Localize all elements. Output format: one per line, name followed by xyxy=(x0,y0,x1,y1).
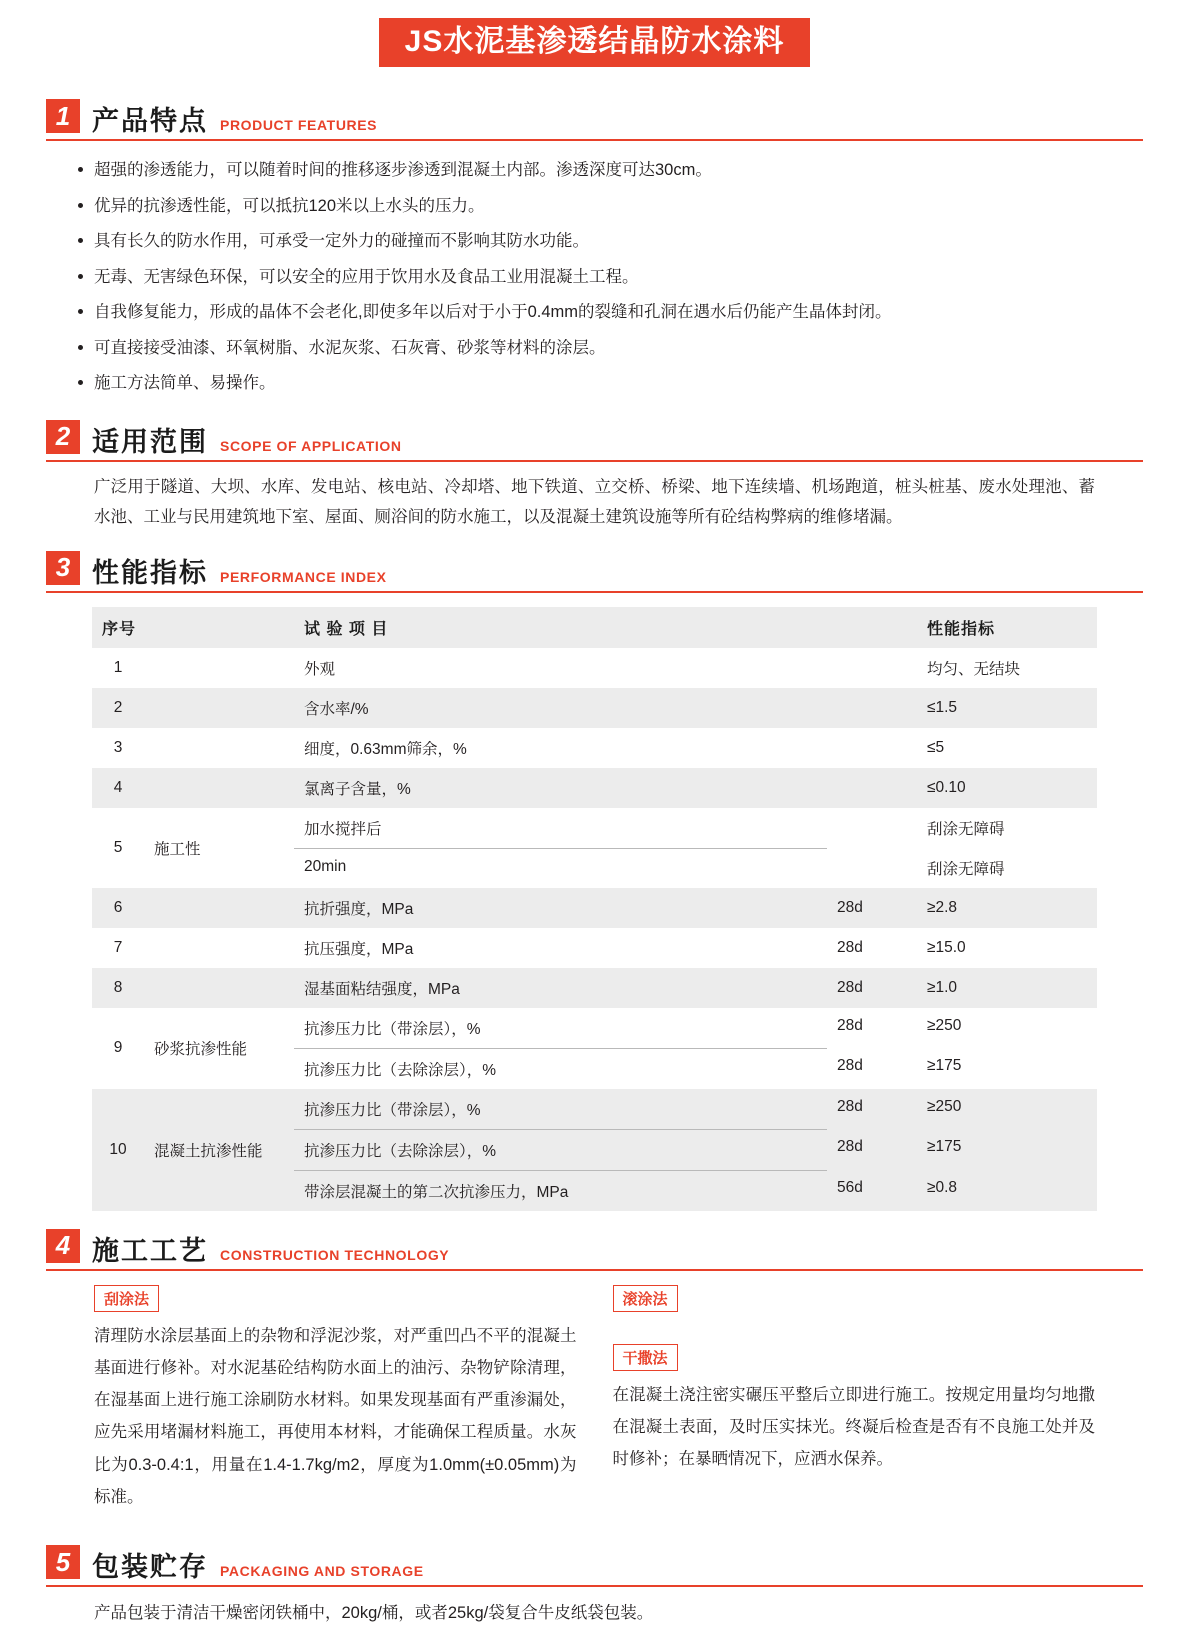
section-title-en: PACKAGING AND STORAGE xyxy=(220,1563,424,1579)
cell-item: 抗压强度，MPa xyxy=(304,940,414,958)
cell-value: ≥1.0 xyxy=(917,968,1097,1008)
cell-group xyxy=(144,688,294,728)
cell-group: 砂浆抗渗性能 xyxy=(154,1041,248,1059)
cell-value: ≤5 xyxy=(927,738,945,756)
table-subrow xyxy=(294,1089,1097,1129)
cell-no: 9 xyxy=(113,1039,123,1057)
section-title-en: CONSTRUCTION TECHNOLOGY xyxy=(220,1246,450,1263)
cell-age: 56d xyxy=(837,1178,863,1196)
cell-item: 外观 xyxy=(304,660,336,678)
cell-item: 抗渗压力比（带涂层），% xyxy=(304,1101,481,1119)
cell-no: 3 xyxy=(113,738,123,756)
section-number: 4 xyxy=(46,1229,80,1263)
scope-paragraph: 广泛用于隧道、大坝、水库、发电站、核电站、冷却塔、地下铁道、立交桥、桥梁、地下连续墙、机场跑道，桩头桩基、废水处理池、蓄水池、工业与民用建筑地下室、屋面、厕浴间的防水施工，以及混凝土建筑设施等所有砼结构弊病的维修堵漏。 xyxy=(94,477,1095,527)
cell-value: ≤0.10 xyxy=(917,768,1097,808)
cell-group xyxy=(144,648,294,688)
cell-value: ≥0.8 xyxy=(927,1178,958,1196)
cell-group: 施工性 xyxy=(154,840,201,858)
cell-value: ≥175 xyxy=(927,1056,962,1074)
section-title-cn: 施工工艺 xyxy=(92,1235,208,1266)
construction-right-column xyxy=(613,1285,1096,1527)
cell-item: 抗渗压力比（去除涂层），% xyxy=(294,1048,827,1089)
section-title-cn: 适用范围 xyxy=(92,426,208,457)
table-row xyxy=(92,768,1097,808)
section-header-construction xyxy=(46,1229,1143,1271)
cell-group xyxy=(144,728,294,768)
cell-value: 刮涂无障碍 xyxy=(927,860,1005,878)
section-number: 2 xyxy=(46,420,80,454)
list-item: 无毒、无害绿色环保，可以安全的应用于饮用水及食品工业用混凝土工程。 xyxy=(94,260,1143,296)
cell-age: 28d xyxy=(827,968,917,1008)
cell-age xyxy=(827,808,917,848)
cell-no: 6 xyxy=(92,888,144,928)
table-subrow xyxy=(294,1129,1097,1170)
cell-no: 10 xyxy=(92,1089,144,1211)
cell-age: 28d xyxy=(837,1016,863,1034)
packaging-paragraph: 产品包装于清洁干燥密闭铁桶中，20kg/桶，或者25kg/袋复合牛皮纸袋包装。 xyxy=(94,1604,654,1622)
section-title-en: PRODUCT FEATURES xyxy=(220,117,378,133)
cell-multi xyxy=(294,808,1097,888)
cell-no: 7 xyxy=(113,938,123,956)
cell-value: ≥2.8 xyxy=(917,888,1097,928)
section-number: 1 xyxy=(46,99,80,133)
method-tag-roller: 滚涂法 xyxy=(613,1285,678,1312)
table-subrow xyxy=(294,848,1097,888)
table-row xyxy=(92,888,1097,928)
table-subrow xyxy=(294,1170,1097,1211)
section-title-cn: 包装贮存 xyxy=(92,1552,208,1582)
list-item: 优异的抗渗透性能，可以抵抗120米以上水头的压力。 xyxy=(94,189,1143,225)
table-row xyxy=(92,1089,1097,1211)
page-title: JS水泥基渗透结晶防水涂料 xyxy=(379,18,811,67)
section-header-performance xyxy=(46,551,1143,593)
cell-group xyxy=(144,968,294,1008)
title-banner xyxy=(46,0,1143,81)
cell-no: 4 xyxy=(92,768,144,808)
cell-item: 细度，0.63mm筛余，% xyxy=(304,740,467,758)
table-row xyxy=(92,808,1097,888)
cell-multi xyxy=(294,1008,1097,1089)
table-row xyxy=(92,648,1097,688)
list-item: 施工方法简单、易操作。 xyxy=(94,366,1143,402)
construction-columns xyxy=(46,1271,1143,1527)
table-row xyxy=(92,1008,1097,1089)
section-title-en: PERFORMANCE INDEX xyxy=(220,568,387,585)
cell-item: 抗折强度，MPa xyxy=(294,888,827,928)
cell-value: ≥175 xyxy=(927,1137,962,1155)
cell-age: 28d xyxy=(837,1137,863,1155)
cell-age: 28d xyxy=(827,888,917,928)
performance-table xyxy=(92,607,1097,1211)
performance-table-wrap xyxy=(46,593,1143,1211)
table-subrow xyxy=(294,808,1097,848)
section-header-packaging xyxy=(46,1545,1143,1587)
cell-item: 加水搅拌后 xyxy=(304,820,382,838)
cell-item: 抗渗压力比（带涂层），% xyxy=(304,1020,481,1038)
product-features-list xyxy=(46,153,1143,402)
column-header-value: 性能指标 xyxy=(917,607,1097,648)
cell-value: ≥15.0 xyxy=(927,938,966,956)
cell-value: ≥250 xyxy=(927,1097,962,1115)
section-header-product-features xyxy=(46,99,1143,141)
cell-item: 湿基面粘结强度，MPa xyxy=(294,968,827,1008)
list-item: 具有长久的防水作用，可承受一定外力的碰撞而不影响其防水功能。 xyxy=(94,224,1143,260)
cell-age xyxy=(827,768,917,808)
table-row xyxy=(92,968,1097,1008)
list-item: 超强的渗透能力，可以随着时间的推移逐步渗透到混凝土内部。渗透深度可达30cm。 xyxy=(94,153,1143,189)
cell-age xyxy=(827,848,917,888)
column-header-no: 序号 xyxy=(92,607,294,648)
cell-no: 2 xyxy=(92,688,144,728)
cell-item: 氯离子含量，% xyxy=(294,768,827,808)
cell-item: 20min xyxy=(294,848,827,888)
cell-multi xyxy=(294,1089,1097,1211)
section-number: 3 xyxy=(46,551,80,585)
column-header-item: 试 验 项 目 xyxy=(294,607,917,648)
cell-age: 28d xyxy=(837,1097,863,1115)
construction-left-column xyxy=(94,1285,577,1527)
cell-value: 刮涂无障碍 xyxy=(927,820,1005,838)
table-subrow xyxy=(294,1048,1097,1089)
table-body xyxy=(92,648,1097,1211)
cell-value: 均匀、无结块 xyxy=(927,660,1021,678)
cell-age xyxy=(827,728,917,768)
method-tag-drysprinkle: 干撒法 xyxy=(613,1344,678,1371)
cell-no: 1 xyxy=(113,658,123,676)
cell-no: 8 xyxy=(92,968,144,1008)
cell-no: 5 xyxy=(113,838,123,856)
table-header-row xyxy=(92,607,1097,648)
cell-group xyxy=(144,768,294,808)
table-subrow xyxy=(294,1008,1097,1048)
section-title-en: SCOPE OF APPLICATION xyxy=(220,437,402,454)
table-row xyxy=(92,928,1097,968)
cell-age xyxy=(827,688,917,728)
cell-age xyxy=(827,648,917,688)
section-number: 5 xyxy=(46,1545,80,1579)
section-header-scope xyxy=(46,420,1143,462)
cell-group: 混凝土抗渗性能 xyxy=(144,1089,294,1211)
cell-item: 抗渗压力比（去除涂层），% xyxy=(294,1129,827,1170)
list-item: 自我修复能力，形成的晶体不会老化,即使多年以后对于小于0.4mm的裂缝和孔洞在遇水后仍能产生晶体封闭。 xyxy=(94,295,1143,331)
table-head xyxy=(92,607,1097,648)
method-tag-scrape: 刮涂法 xyxy=(94,1285,159,1312)
cell-group xyxy=(144,888,294,928)
cell-item: 含水率/% xyxy=(294,688,827,728)
section-title-cn: 性能指标 xyxy=(92,557,208,588)
table-row xyxy=(92,728,1097,768)
cell-age: 28d xyxy=(837,1056,863,1074)
cell-group xyxy=(144,928,294,968)
cell-value: ≤1.5 xyxy=(917,688,1097,728)
cell-item: 带涂层混凝土的第二次抗渗压力，MPa xyxy=(294,1170,827,1211)
cell-age: 28d xyxy=(837,938,863,956)
table-row xyxy=(92,688,1097,728)
method-text-scrape: 清理防水涂层基面上的杂物和浮泥沙浆，对严重凹凸不平的混凝土基面进行修补。对水泥基砼结构防水面上的油污、杂物铲除清理，在湿基面上进行施工涂刷防水材料。如果发现基面有严重渗漏处，应先采用堵漏材料施工，再使用本材料，才能确保工程质量。水灰比为0.3-0.4:1，用量在1.4-1.7kg/m2，厚度为1.0mm(±0.05mm)为标准。 xyxy=(94,1326,577,1506)
section-title-cn: 产品特点 xyxy=(92,106,208,136)
cell-value: ≥250 xyxy=(927,1016,962,1034)
method-text-drysprinkle: 在混凝土浇注密实碾压平整后立即进行施工。按规定用量均匀地撒在混凝土表面，及时压实抹光。终凝后检查是否有不良施工处并及时修补；在暴晒情况下，应洒水保养。 xyxy=(612,1385,1095,1469)
list-item: 可直接接受油漆、环氧树脂、水泥灰浆、石灰膏、砂浆等材料的涂层。 xyxy=(94,331,1143,367)
